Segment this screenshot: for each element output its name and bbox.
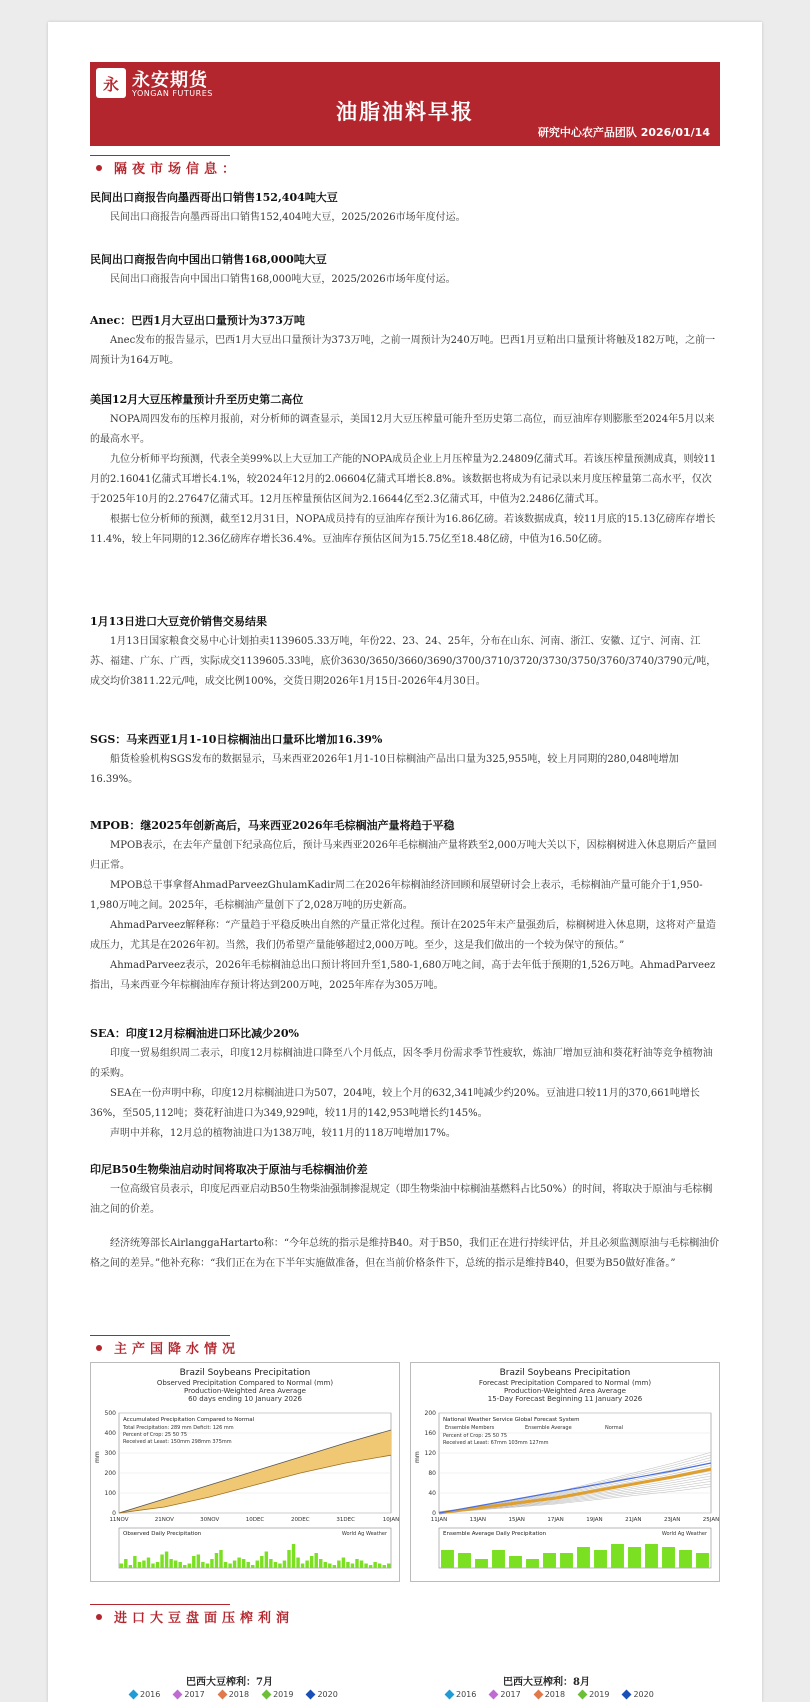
daily-bar (178, 1562, 181, 1568)
daily-bar (360, 1561, 363, 1569)
x-tick-label: 20DEC (291, 1517, 310, 1523)
daily-bar (364, 1564, 367, 1569)
stat-text: Received at Least: 67mm 103mm 127mm (443, 1440, 549, 1446)
legend-entry (490, 1690, 520, 1699)
news-item (90, 313, 720, 371)
news-title: SGS：马来西亚1月1-10日棕榈油出口量环比增加16.39% (90, 733, 383, 746)
legend-label: Ensemble Members (445, 1425, 495, 1431)
y-axis-label: mm (414, 1451, 421, 1463)
news-paragraph: 根据七位分析师的预测，截至12月31日，NOPA成员持有的豆油库存预计为16.86亿磅。若该数据成真，较11月底的15.13亿磅库存增长11.4%，较上年同期的12.36亿磅库存增长36.4%。豆油库存预估区间为15.75亿至18.48亿磅，中值为16.50亿磅。 (90, 514, 716, 545)
daily-bar (319, 1559, 322, 1568)
news-paragraph: 声明中并称，12月总的植物油进口为138万吨，较11月的118万吨增加17%。 (110, 1128, 456, 1139)
news-item (90, 732, 720, 790)
legend-entry (130, 1690, 160, 1699)
news-paragraph: Anec发布的报告显示，巴西1月大豆出口量预计为373万吨，之前一周预计为240万吨。巴西1月豆粕出口量预计将触及182万吨，之前一周预计为164万吨。 (90, 335, 716, 366)
news-title: 民间出口商报告向中国出口销售168,000吨大豆 (90, 253, 327, 266)
news-item (90, 818, 720, 996)
daily-bar (373, 1562, 376, 1568)
news-title: 1月13日进口大豆竞价销售交易结果 (90, 615, 267, 628)
daily-bar (577, 1547, 590, 1568)
section-title: 主产国降水情况 (114, 1342, 241, 1357)
stat-text: Total Precipitation: 289 mm Deficit: 126 mm (123, 1425, 234, 1431)
diamond-marker-icon (445, 1690, 455, 1700)
x-tick-label: 10DEC (245, 1517, 265, 1523)
legend-entry (263, 1690, 293, 1699)
daily-bar (292, 1544, 295, 1568)
precip-forecast-chart (410, 1362, 720, 1582)
chart-title: Brazil Soybeans Precipitation (179, 1368, 311, 1378)
legend-entry (307, 1690, 337, 1699)
y-tick-label: 100 (104, 1490, 116, 1497)
yongan-logo-mark-icon: 永 (96, 68, 126, 98)
x-tick-label: 15JAN (508, 1517, 525, 1523)
daily-bar (611, 1544, 624, 1568)
daily-bar (260, 1556, 263, 1568)
news-item (90, 252, 720, 290)
section-bullet-icon (96, 1614, 102, 1620)
daily-bar (387, 1564, 390, 1569)
daily-bar (314, 1553, 317, 1568)
x-tick-label: 21JAN (625, 1517, 642, 1523)
diamond-marker-icon (533, 1690, 543, 1700)
daily-bar (251, 1565, 254, 1568)
news-paragraph: 印度一贸易组织周二表示，印度12月棕榈油进口降至八个月低点，因冬季月份需求季节性疲软，炼油厂增加豆油和葵花籽油等竞争植物油的采购。 (90, 1048, 713, 1079)
daily-bar (696, 1553, 709, 1568)
x-tick-label: 13JAN (469, 1517, 487, 1523)
x-tick-label: 21NOV (154, 1517, 174, 1523)
bar-panel-title: Ensemble Average Daily Precipitation (443, 1531, 547, 1537)
crush-title-july: 巴西大豆榨利：7月 (186, 1677, 273, 1688)
news-paragraph: 民间出口商报告向中国出口销售168,000吨大豆，2025/2026市场年度付运。 (110, 274, 456, 285)
y-tick-label: 0 (432, 1510, 436, 1517)
x-tick-label: 31DEC (336, 1517, 355, 1523)
crush-legend-august (446, 1690, 654, 1699)
section-title: 隔夜市场信息： (114, 162, 241, 177)
legend-label: 2020 (317, 1690, 338, 1699)
legend-label: 2016 (140, 1690, 161, 1699)
daily-bar (594, 1550, 607, 1568)
daily-bar (475, 1559, 488, 1568)
daily-bar (129, 1565, 132, 1568)
legend-entry (535, 1690, 565, 1699)
news-title: SEA：印度12月棕榈油进口环比减少20% (90, 1027, 299, 1040)
news-paragraph: MPOB总干事拿督AhmadParveezGhulamKadir周二在2026年棕榈油经济回顾和展望研讨会上表示，毛棕榈油产量可能介于1,950-1,980万吨之间。2025年，毛棕榈油产量创下了2,028万吨的历史新高。 (90, 880, 703, 911)
stat-text: Percent of Crop: 25 50 75 (123, 1432, 188, 1438)
daily-bar (509, 1556, 522, 1568)
y-tick-label: 500 (104, 1410, 116, 1417)
news-title: 民间出口商报告向墨西哥出口销售152,404吨大豆 (90, 191, 338, 204)
daily-bar (441, 1550, 454, 1568)
legend-label: 2019 (589, 1690, 610, 1699)
y-tick-label: 80 (428, 1470, 436, 1477)
news-paragraph: MPOB表示，在去年产量创下纪录高位后，预计马来西亚2026年毛棕榈油产量将跌至2,000万吨大关以下，因棕榈树进入休息期后产量回归正常。 (90, 840, 717, 871)
news-paragraph: 经济统筹部长AirlanggaHartarto称：“今年总统的指示是维持B40。对于B50，我们正在进行持续评估，并且必须监测原油与毛棕榈油价格之间的差异。”他补充称：“我们正在为在下半年实施做准备，但在当前价格条件下，总统的指示是维持B40，但要为B50做好准备。” (90, 1238, 720, 1269)
chart-title: Brazil Soybeans Precipitation (499, 1368, 631, 1378)
daily-bar (210, 1559, 213, 1568)
section-bullet-icon (96, 1345, 102, 1351)
news-paragraph: 民间出口商报告向墨西哥出口销售152,404吨大豆，2025/2026市场年度付运。 (110, 212, 466, 223)
daily-bar (142, 1561, 145, 1569)
daily-bar (324, 1562, 327, 1568)
daily-bar (342, 1558, 345, 1569)
daily-bar (219, 1550, 222, 1568)
daily-bar (224, 1562, 227, 1568)
diamond-marker-icon (217, 1690, 227, 1700)
legend-label: 2017 (184, 1690, 205, 1699)
daily-bar (310, 1556, 313, 1568)
daily-bar (183, 1565, 186, 1568)
diamond-marker-icon (622, 1690, 632, 1700)
daily-bar (165, 1552, 168, 1569)
daily-bar (492, 1550, 505, 1568)
diamond-marker-icon (578, 1690, 588, 1700)
daily-bar (124, 1559, 127, 1568)
news-paragraph: 船货检验机构SGS发布的数据显示，马来西亚2026年1月1-10日棕榈油产品出口量为325,955吨，较上月同期的280,048吨增加16.39%。 (90, 754, 679, 785)
section-title: 进口大豆盘面压榨利润 (114, 1611, 295, 1626)
news-paragraph: SEA在一份声明中称，印度12月棕榈油进口为507，204吨，较上个月的632,341吨减少约20%。豆油进口较11月的370,661吨增长36%，至505,112吨；葵花籽油进口为349,929吨，较11月的142,953吨增长约145%。 (90, 1088, 700, 1119)
stat-text: Percent of Crop: 25 50 75 (443, 1433, 508, 1439)
chart-subtitle: Production-Weighted Area Average (504, 1387, 626, 1395)
daily-bar (228, 1564, 231, 1569)
logo-name-en: YONGAN FUTURES (132, 89, 213, 98)
daily-bar (301, 1564, 304, 1569)
x-tick-label: 10JAN (382, 1517, 399, 1523)
legend-entry (579, 1690, 609, 1699)
y-tick-label: 120 (424, 1450, 436, 1457)
x-tick-label: 11JAN (430, 1517, 448, 1523)
x-tick-label: 30NOV (200, 1517, 220, 1523)
chart-subtitle: 15-Day Forecast Beginning 11 January 2026 (487, 1395, 643, 1403)
news-item (90, 614, 720, 692)
daily-bar (679, 1550, 692, 1568)
news-title: 美国12月大豆压榨量预计升至历史第二高位 (90, 393, 304, 406)
daily-bar (160, 1555, 163, 1569)
daily-bar (645, 1544, 658, 1568)
legend-label: 2016 (456, 1690, 477, 1699)
credit-text: World Ag Weather (341, 1531, 387, 1537)
daily-bar (274, 1562, 277, 1568)
daily-bar (147, 1558, 150, 1569)
y-tick-label: 40 (428, 1490, 436, 1497)
daily-bar (156, 1562, 159, 1568)
y-tick-label: 200 (424, 1410, 436, 1417)
news-paragraph: AhmadParveez解释称：“产量趋于平稳反映出自然的产量正常化过程。预计在2025年末产量强劲后，棕榈树进入休息期，这将对产量造成压力，尤其是在2026年初。当然，我们仍希望产量能够超过2,000万吨。至少，这是我们做出的一个较为保守的预估。” (90, 920, 716, 951)
daily-bar (265, 1552, 268, 1569)
x-tick-label: 25JAN (702, 1517, 719, 1523)
precip-observed-chart (90, 1362, 400, 1582)
daily-bar (278, 1564, 281, 1569)
report-subtitle: 研究中心农产品团队 2026/01/14 (537, 126, 710, 139)
daily-bar (333, 1565, 336, 1568)
daily-bar (242, 1559, 245, 1568)
diamond-marker-icon (129, 1690, 139, 1700)
news-paragraph: AhmadParveez表示，2026年毛棕榈油总出口预计将回升至1,580-1,680万吨之间，高于去年低于预期的1,526万吨。AhmadParveez指出，马来西亚今年棕榈油库存预计将达到200万吨，2025年库存为305万吨。 (90, 960, 716, 991)
daily-bar (269, 1559, 272, 1568)
daily-bar (138, 1562, 141, 1568)
panel-title: Accumulated Precipitation Compared to Normal (123, 1417, 255, 1423)
daily-bar (283, 1561, 286, 1569)
y-tick-label: 160 (424, 1430, 436, 1437)
x-tick-label: 19JAN (586, 1517, 603, 1523)
legend-entry (219, 1690, 249, 1699)
daily-bar (151, 1564, 154, 1569)
report-title: 油脂油料早报 (336, 100, 474, 124)
daily-bar (237, 1558, 240, 1569)
crush-title-august: 巴西大豆榨利：8月 (503, 1677, 590, 1688)
legend-label: 2018 (544, 1690, 566, 1699)
news-paragraph: NOPA周四发布的压榨月报前，对分析师的调查显示，美国12月大豆压榨量可能升至历史第二高位，而豆油库存则膨胀至2024年5月以来的最高水平。 (90, 414, 715, 445)
daily-bar (192, 1556, 195, 1568)
news-title: Anec：巴西1月大豆出口量预计为373万吨 (90, 314, 305, 327)
daily-bar (287, 1550, 290, 1568)
chart-subtitle: Forecast Precipitation Compared to Normal (mm) (478, 1379, 652, 1387)
daily-bar (560, 1553, 573, 1568)
daily-bar (351, 1564, 354, 1569)
daily-bar (206, 1564, 209, 1569)
diamond-marker-icon (306, 1690, 316, 1700)
legend-entry (446, 1690, 476, 1699)
legend-label: 2017 (500, 1690, 521, 1699)
daily-bar (369, 1565, 372, 1568)
daily-bar (543, 1553, 556, 1568)
legend-label: 2019 (273, 1690, 294, 1699)
daily-bar (120, 1564, 123, 1569)
x-tick-label: 11NOV (109, 1517, 129, 1523)
daily-bar (246, 1562, 249, 1568)
logo-name-cn: 永安期货 (132, 70, 208, 91)
crush-legend-july (130, 1690, 338, 1699)
legend-entry (174, 1690, 204, 1699)
news-title: 印尼B50生物柴油启动时间将取决于原油与毛棕榈油价差 (90, 1163, 368, 1176)
daily-bar (526, 1559, 539, 1568)
daily-bar (355, 1559, 358, 1568)
chart-subtitle: 60 days ending 10 January 2026 (188, 1395, 302, 1403)
daily-bar (662, 1547, 675, 1568)
daily-bar (233, 1561, 236, 1569)
news-title: MPOB：继2025年创新高后，马来西亚2026年毛棕榈油产量将趋于平稳 (90, 819, 455, 832)
daily-bar (305, 1561, 308, 1569)
news-item (90, 392, 720, 550)
bar-panel-title: Observed Daily Precipitation (123, 1531, 202, 1537)
daily-bar (337, 1561, 340, 1569)
daily-bar (169, 1559, 172, 1568)
daily-bar (378, 1564, 381, 1569)
daily-bar (133, 1556, 136, 1568)
diamond-marker-icon (262, 1690, 272, 1700)
news-paragraph: 九位分析师平均预测，代表全美99%以上大豆加工产能的NOPA成员企业上月压榨量为2.24809亿蒲式耳。若该压榨量预测成真，则较11月的2.16041亿蒲式耳增长4.1%，较2024年12月的2.06604亿蒲式耳增长8.8%。该数据也将成为有记录以来月度压榨量第二高水平，仅次于2025年10月的2.27647亿蒲式耳。12月压榨量预估区间为2.16644亿至2.3亿蒲式耳，中值为2.2486亿蒲式耳。 (90, 454, 717, 505)
y-tick-label: 200 (104, 1470, 116, 1477)
news-paragraph: 1月13日国家粮食交易中心计划拍卖1139605.33万吨，年份22、23、24、25年，分布在山东、河南、浙江、安徽、辽宁、河南、江苏、福建、广东、广西，实际成交1139605.33吨，底价3630/3650/3660/3690/3700/3710/3720/3730/3750/3760/3740/3790元/吨，成交均价3811.22元/吨，成交比例100%，交货日期2026年1月15日-2026年4月30日。 (90, 636, 717, 687)
daily-bar (382, 1565, 385, 1568)
x-tick-label: 23JAN (663, 1517, 681, 1523)
news-item (90, 1026, 720, 1144)
chart-subtitle: Production-Weighted Area Average (184, 1387, 306, 1395)
news-item (90, 1162, 720, 1274)
legend-entry (623, 1690, 653, 1699)
credit-text: World Ag Weather (661, 1531, 707, 1537)
y-tick-label: 400 (104, 1430, 116, 1437)
daily-bar (628, 1547, 641, 1568)
daily-bar (197, 1555, 200, 1569)
legend-label: 2018 (228, 1690, 250, 1699)
x-tick-label: 17JAN (547, 1517, 564, 1523)
legend-label: 2020 (633, 1690, 654, 1699)
section-divider (90, 1604, 230, 1605)
report-page (48, 22, 762, 1702)
daily-bar (256, 1561, 259, 1569)
panel-title: National Weather Service Global Forecast System (443, 1417, 580, 1423)
y-tick-label: 300 (104, 1450, 116, 1457)
header-banner (90, 62, 720, 146)
section-bullet-icon (96, 165, 102, 171)
section-divider (90, 155, 230, 156)
y-tick-label: 0 (112, 1510, 116, 1517)
section-divider (90, 1335, 230, 1336)
stat-text: Received at Least: 150mm 298mm 375mm (123, 1439, 232, 1445)
daily-bar (346, 1562, 349, 1568)
y-axis-label: mm (94, 1451, 101, 1463)
daily-bar (174, 1561, 177, 1569)
legend-label: Ensemble Average (525, 1425, 572, 1431)
diamond-marker-icon (489, 1690, 499, 1700)
daily-bar (201, 1562, 204, 1568)
daily-bar (328, 1564, 331, 1569)
news-item (90, 190, 720, 228)
diamond-marker-icon (173, 1690, 183, 1700)
legend-label: Normal (605, 1425, 624, 1431)
daily-bar (188, 1564, 191, 1569)
daily-bar (215, 1553, 218, 1568)
chart-subtitle: Observed Precipitation Compared to Normal (mm) (156, 1379, 334, 1387)
daily-bar (458, 1553, 471, 1568)
daily-bar (296, 1558, 299, 1569)
news-paragraph: 一位高级官员表示，印度尼西亚启动B50生物柴油强制掺混规定（即生物柴油中棕榈油基燃料占比50%）的时间，将取决于原油与毛棕榈油之间的价差。 (90, 1184, 713, 1215)
